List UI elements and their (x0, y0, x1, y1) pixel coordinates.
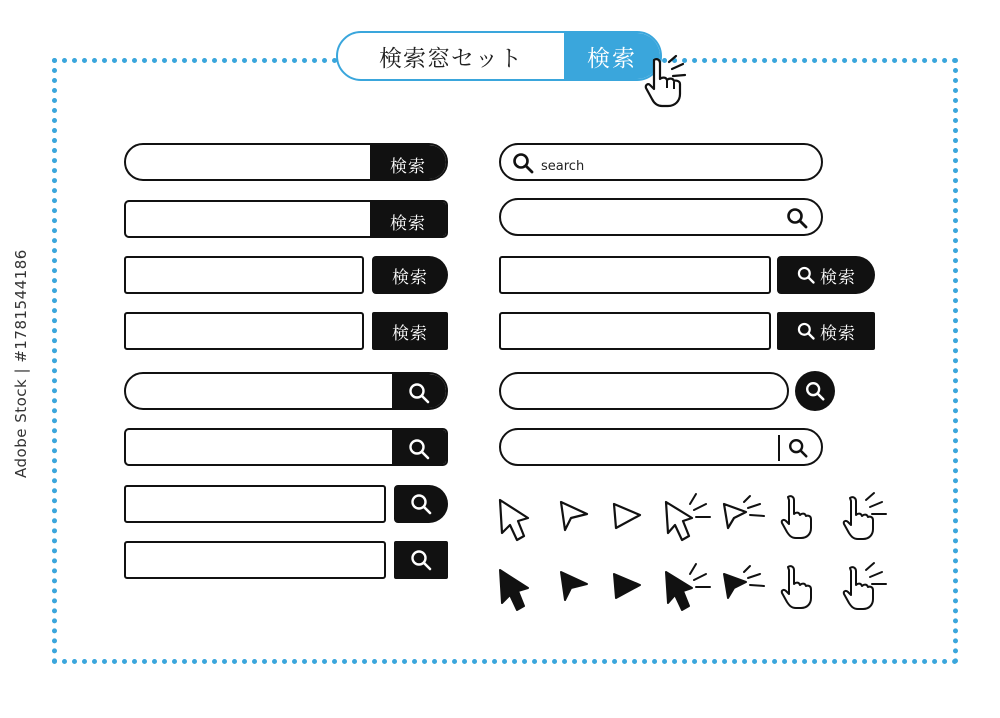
divider (778, 435, 780, 461)
search-input[interactable] (499, 372, 789, 410)
triangle-filled-icon (608, 568, 644, 604)
search-bar-5 (124, 372, 448, 410)
search-bar-9 (499, 143, 823, 181)
search-input[interactable] (124, 312, 364, 350)
search-bar-14 (499, 428, 823, 466)
title-text: 検索窓セット (379, 45, 523, 72)
triangle-filled-tilted-icon (553, 568, 593, 604)
triangle-click-filled-icon (718, 564, 772, 604)
search-placeholder: search (541, 159, 585, 174)
search-button[interactable] (777, 312, 875, 350)
arrow-outline-icon (494, 496, 534, 548)
search-icon (511, 151, 535, 175)
search-button[interactable] (392, 430, 446, 466)
search-input[interactable] (124, 485, 386, 523)
search-button[interactable] (394, 485, 448, 523)
search-button-label: 検索 (820, 323, 856, 344)
search-button[interactable] (392, 374, 446, 410)
hand-pointer-click-icon (640, 54, 710, 110)
search-button[interactable]: 検索 (370, 202, 446, 238)
search-bar-2 (124, 200, 448, 238)
search-input[interactable] (124, 143, 448, 181)
search-input[interactable] (124, 372, 448, 410)
search-button[interactable]: 検索 (370, 145, 446, 181)
search-bar-4 (124, 312, 448, 350)
search-button[interactable] (795, 371, 835, 411)
hand-pointer-icon (778, 493, 824, 541)
search-input[interactable] (499, 198, 823, 236)
search-icon (409, 492, 433, 516)
search-icon (407, 381, 431, 405)
search-input[interactable] (124, 541, 386, 579)
search-button[interactable]: 検索 (372, 256, 448, 294)
search-bar-3 (124, 256, 448, 294)
search-icon (804, 380, 826, 402)
search-bar-8 (124, 541, 448, 579)
search-icon[interactable] (787, 437, 809, 459)
search-input[interactable] (499, 143, 823, 181)
search-input[interactable] (124, 256, 364, 294)
triangle-outline-tilted-icon (553, 498, 593, 534)
search-input[interactable] (124, 200, 448, 238)
stock-id-watermark: Adobe Stock | #1781544186 (12, 249, 30, 478)
search-button[interactable] (394, 541, 448, 579)
triangle-click-outline-icon (718, 494, 772, 534)
title-search-button: 検索 (564, 33, 660, 79)
search-input[interactable] (499, 312, 771, 350)
search-button[interactable] (777, 256, 875, 294)
search-icon (796, 265, 816, 285)
search-input[interactable] (499, 256, 771, 294)
search-bar-7 (124, 485, 448, 523)
search-bar-10 (499, 198, 823, 236)
search-input[interactable] (499, 428, 823, 466)
search-bar-11 (499, 256, 877, 294)
search-bar-12 (499, 312, 877, 350)
search-icon (409, 548, 433, 572)
search-bar-13 (499, 372, 839, 412)
title-search-bar (336, 31, 662, 81)
search-button[interactable]: 検索 (372, 312, 448, 350)
search-bar-1 (124, 143, 448, 181)
search-bar-6 (124, 428, 448, 466)
search-button-label: 検索 (820, 267, 856, 288)
hand-pointer-click-icon (840, 560, 906, 612)
arrow-filled-icon (494, 566, 534, 618)
hand-pointer-click-icon (840, 490, 906, 542)
search-icon (796, 321, 816, 341)
search-input[interactable] (124, 428, 448, 466)
hand-pointer-icon (778, 563, 824, 611)
arrow-click-filled-icon (660, 560, 716, 618)
search-icon (407, 437, 431, 461)
search-icon[interactable] (785, 206, 809, 230)
triangle-outline-icon (608, 498, 644, 534)
arrow-click-outline-icon (660, 490, 716, 548)
